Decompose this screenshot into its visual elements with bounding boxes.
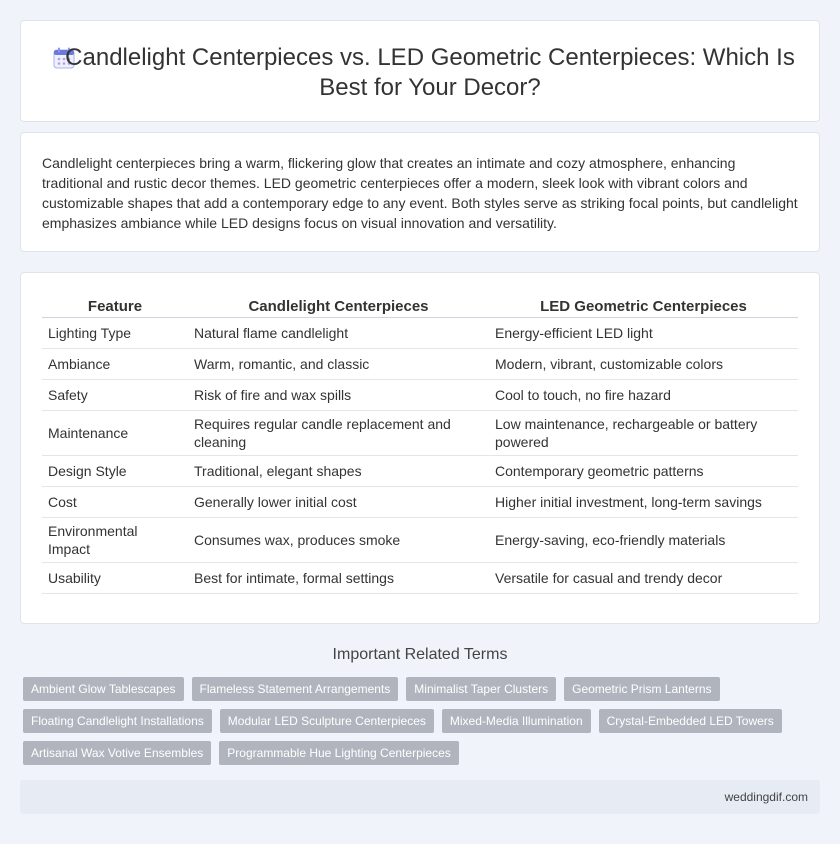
related-term-tag[interactable]: Artisanal Wax Votive Ensembles [23, 741, 211, 765]
led-cell: Low maintenance, rechargeable or battery powered [489, 411, 798, 456]
led-cell: Higher initial investment, long-term savings [489, 487, 798, 518]
candlelight-cell: Warm, romantic, and classic [188, 349, 489, 380]
related-terms-heading: Important Related Terms [332, 646, 508, 663]
table-row [42, 456, 798, 487]
related-term-tag[interactable]: Flameless Statement Arrangements [192, 677, 399, 701]
feature-cell: Ambiance [42, 349, 188, 380]
related-term-tag[interactable]: Floating Candlelight Installations [23, 709, 212, 733]
table-row [42, 518, 798, 563]
feature-cell: Safety [42, 380, 188, 411]
led-cell: Energy-saving, eco-friendly materials [489, 518, 798, 563]
footer-site-link[interactable]: weddingdif.com [724, 790, 808, 804]
candlelight-cell: Traditional, elegant shapes [188, 456, 489, 487]
led-cell: Modern, vibrant, customizable colors [489, 349, 798, 380]
table-row [42, 411, 798, 456]
feature-cell: Design Style [42, 456, 188, 487]
led-cell: Cool to touch, no fire hazard [489, 380, 798, 411]
led-cell: Contemporary geometric patterns [489, 456, 798, 487]
intro-card [20, 132, 820, 252]
related-terms-list [23, 677, 813, 765]
candlelight-cell: Consumes wax, produces smoke [188, 518, 489, 563]
candlelight-cell: Natural flame candlelight [188, 318, 489, 349]
table-row [42, 380, 798, 411]
comparison-card [20, 272, 820, 624]
table-row [42, 349, 798, 380]
feature-cell: Usability [42, 563, 188, 594]
intro-paragraph: Candlelight centerpieces bring a warm, flickering glow that creates an intimate and cozy atmosphere, enhancing traditional and rustic decor themes. LED geometric centerpieces offer a modern, sleek look with vibrant colors and customizable shapes that add a contemporary edge to any event. Both styles serve as striking focal points, but candlelight emphasizes ambiance while LED designs focus on visual innovation and versatility. [42, 155, 798, 231]
comparison-table [42, 295, 798, 594]
column-header-feature: Feature [42, 295, 188, 318]
feature-cell: Maintenance [42, 411, 188, 456]
table-header-row [42, 295, 798, 318]
candlelight-cell: Best for intimate, formal settings [188, 563, 489, 594]
table-row [42, 318, 798, 349]
feature-cell: Cost [42, 487, 188, 518]
header-card [20, 20, 820, 122]
candlelight-cell: Generally lower initial cost [188, 487, 489, 518]
column-header-led: LED Geometric Centerpieces [489, 295, 798, 318]
table-row [42, 563, 798, 594]
related-term-tag[interactable]: Mixed-Media Illumination [442, 709, 591, 733]
feature-cell: Lighting Type [42, 318, 188, 349]
led-cell: Versatile for casual and trendy decor [489, 563, 798, 594]
related-term-tag[interactable]: Ambient Glow Tablescapes [23, 677, 184, 701]
footer [20, 780, 820, 814]
led-cell: Energy-efficient LED light [489, 318, 798, 349]
related-term-tag[interactable]: Minimalist Taper Clusters [406, 677, 556, 701]
related-term-tag[interactable]: Modular LED Sculpture Centerpieces [220, 709, 434, 733]
related-term-tag[interactable]: Crystal-Embedded LED Towers [599, 709, 782, 733]
related-term-tag[interactable]: Geometric Prism Lanterns [564, 677, 719, 701]
table-row [42, 487, 798, 518]
candlelight-cell: Requires regular candle replacement and cleaning [188, 411, 489, 456]
page-title: Candlelight Centerpieces vs. LED Geometric Centerpieces: Which Is Best for Your Decor? [65, 44, 795, 101]
feature-cell: Environmental Impact [42, 518, 188, 563]
related-term-tag[interactable]: Programmable Hue Lighting Centerpieces [219, 741, 458, 765]
candlelight-cell: Risk of fire and wax spills [188, 380, 489, 411]
column-header-candlelight: Candlelight Centerpieces [188, 295, 489, 318]
